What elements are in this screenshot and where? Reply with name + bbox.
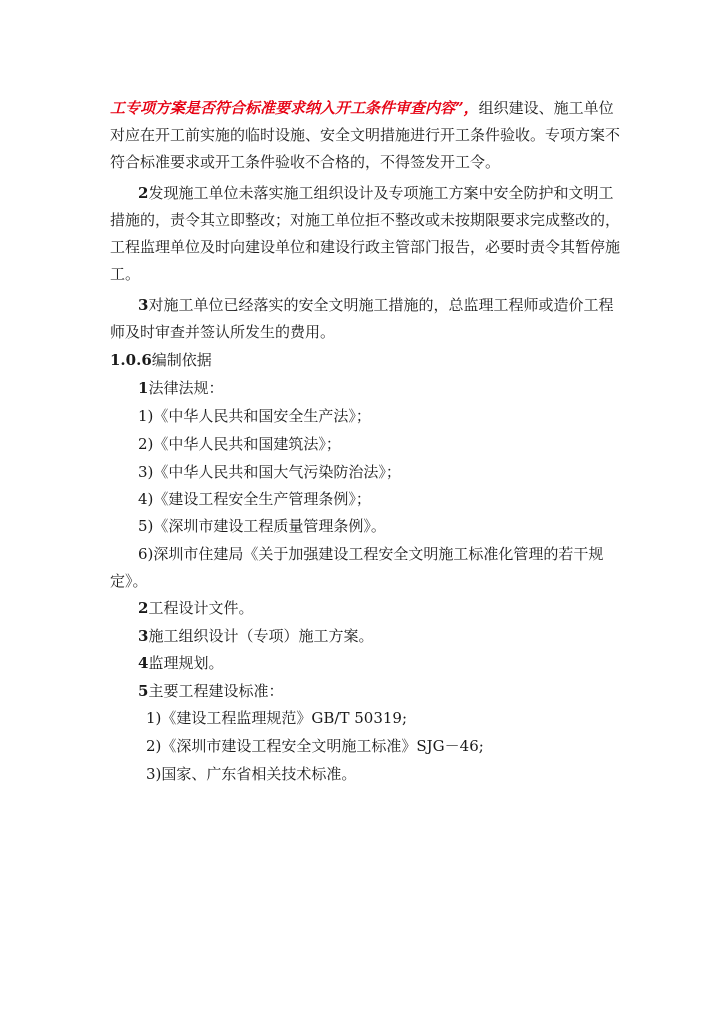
item-5 [138,681,283,701]
text: 主要工程建设标准： [148,682,284,700]
text: 发现施工单位未落实施工组织设计及专项施工方案中安全防护和文明工 [148,184,614,202]
paragraph-3-line-1 [138,295,613,315]
text: 施工组织设计（专项）施工方案。 [148,627,374,645]
law-1: 1)《中华人民共和国安全生产法》； [138,407,371,425]
paragraph-1-line-2: 对应在开工前实施的临时设施、安全文明措施进行开工条件验收。专项方案不 [110,126,621,144]
item-number: 5 [138,682,149,700]
paragraph-1-line-3: 符合标准要求或开工条件验收不合格的，不得签发开工令。 [110,153,501,171]
standard-3: 3)国家、广东省相关技术标准。 [146,765,357,783]
highlighted-text: 工专项方案是否符合标准要求纳入开工条件审查内容”， [110,99,479,117]
section-heading [110,350,212,370]
text: 法律法规： [148,379,224,397]
item-number: 4 [138,654,149,672]
item-number: 3 [138,296,149,314]
item-4 [138,653,223,673]
paragraph-3-line-2: 师及时审查并签认所发生的费用。 [110,323,336,341]
paragraph-2-line-2: 措施的，责令其立即整改；对施工单位拒不整改或未按期限要求完成整改的， [110,211,621,229]
law-6-line-1: 6)深圳市住建局《关于加强建设工程安全文明施工标准化管理的若干规 [138,545,604,563]
law-2: 2)《中华人民共和国建筑法》； [138,435,341,453]
section-number: 1.0.6 [110,351,152,369]
item-3 [138,626,373,646]
standard-1: 1)《建设工程监理规范》GB/T 50319; [146,709,407,727]
law-6-line-2: 定》。 [110,572,148,590]
law-3: 3)《中华人民共和国大气污染防治法》； [138,463,401,481]
item-number: 1 [138,379,149,397]
paragraph-2-line-4: 工。 [110,265,141,283]
paragraph-2-line-3: 工程监理单位及时向建设单位和建设行政主管部门报告，必要时责令其暂停施 [110,238,621,256]
text: 监理规划。 [148,654,224,672]
item-number: 2 [138,599,149,617]
item-2 [138,598,253,618]
law-5: 5)《深圳市建设工程质量管理条例》。 [138,517,386,535]
item-number: 3 [138,627,149,645]
paragraph-1-line-1 [110,98,614,118]
section-title: 编制依据 [151,351,212,369]
item-1 [138,378,223,398]
text: 工程设计文件。 [148,599,254,617]
text: 对施工单位已经落实的安全文明施工措施的，总监理工程师或造价工程 [148,296,614,314]
item-number: 2 [138,184,149,202]
text: 组织建设、施工单位 [478,99,614,117]
paragraph-2-line-1 [138,183,613,203]
law-4: 4)《建设工程安全生产管理条例》； [138,490,371,508]
standard-2: 2)《深圳市建设工程安全文明施工标准》SJG－46; [146,737,484,755]
